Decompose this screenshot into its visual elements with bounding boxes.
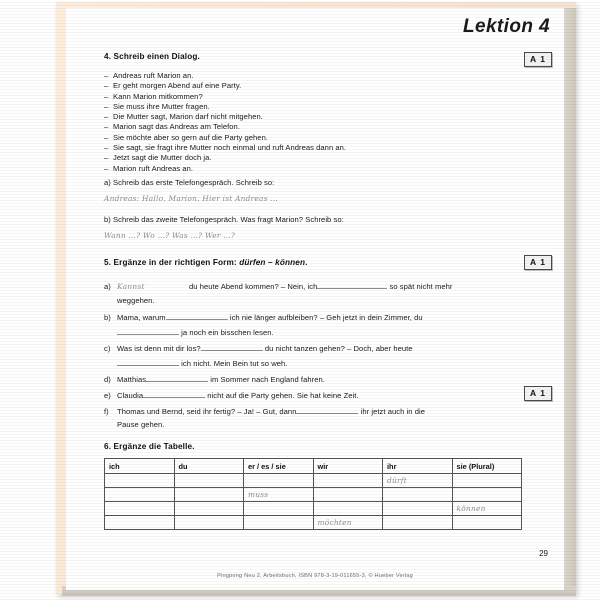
dialog-line-text: Marion sagt das Andreas am Telefon. (113, 122, 240, 132)
item-e-text-pre: Claudia (117, 391, 144, 400)
item-a-text-1: du heute Abend kommen? – Nein, ich (189, 282, 318, 291)
item-f-text-1: ihr jetzt auch in die (360, 407, 426, 416)
table-cell[interactable] (313, 474, 383, 488)
item-b-text-1: ich nie länger aufbleiben? – Geh jetzt in dein Zimmer, du (229, 313, 423, 322)
level-badge-a1-exercise5b: A 1 (524, 386, 552, 401)
item-b-text-pre: Mama, warum (117, 313, 166, 322)
conjugation-table (104, 458, 522, 530)
dialog-line-text: Marion ruft Andreas an. (113, 163, 194, 173)
table-cell-moechten[interactable]: möchten (313, 516, 383, 530)
answer-blank[interactable] (117, 357, 179, 366)
table-cell[interactable] (244, 502, 314, 516)
dialog-line-text: Andreas ruft Marion an. (113, 71, 194, 80)
item-label-f: f) (104, 407, 109, 416)
table-row (105, 488, 522, 502)
item-d-text-pre: Matthias (117, 375, 147, 384)
table-header-row (105, 459, 522, 474)
dialog-line-text: Er geht morgen Abend auf eine Party. (113, 81, 242, 91)
item-label-c: c) (104, 344, 111, 353)
dash-marker: – (104, 101, 109, 111)
table-cell[interactable] (174, 516, 244, 530)
item-label-d: d) (104, 375, 111, 384)
page-title: Lektion 4 (462, 16, 550, 37)
dialog-line (104, 71, 346, 81)
table-cell[interactable] (174, 488, 244, 502)
dash-marker: – (104, 163, 109, 173)
item-c-text-2: ich nicht. Mein Bein tut so weh. (181, 359, 288, 368)
table-row (105, 474, 522, 488)
column-header-sie-plural: sie (Plural) (452, 459, 522, 474)
exercise-5-item-f (104, 405, 425, 416)
item-label-a: a) (104, 282, 111, 291)
exercise-5-item-b-cont (104, 326, 274, 337)
level-badge-a1-exercise5: A 1 (524, 255, 552, 270)
table-cell[interactable] (244, 516, 314, 530)
page-sheet (66, 8, 564, 590)
handwritten-answer-kannst: Kannst (117, 282, 145, 291)
exercise-4a-handwritten-answer: Andreas: Hallo, Marion. Hier ist Andreas … (104, 194, 278, 203)
dialog-line-text: Sie möchte aber so gern auf die Party gehen. (113, 132, 269, 142)
answer-blank[interactable] (296, 405, 358, 414)
item-b-text-2: ja noch ein bisschen lesen. (181, 328, 274, 337)
table-cell[interactable] (452, 474, 522, 488)
exercise-5-title (104, 258, 308, 267)
answer-blank[interactable] (117, 326, 179, 335)
column-header-wir: wir (313, 459, 383, 474)
table-cell-duerft[interactable]: dürft (383, 474, 453, 488)
table-cell[interactable] (105, 502, 175, 516)
item-e-text-1: nicht auf die Party gehen. Sie hat keine Zeit. (207, 391, 359, 400)
dialog-line (104, 153, 346, 163)
dash-marker: – (104, 143, 109, 153)
item-label-b: b) (104, 313, 111, 322)
dialog-line-text: Die Mutter sagt, Marion darf nicht mitgehen. (113, 112, 263, 122)
dash-marker: – (104, 122, 109, 132)
table-cell[interactable] (452, 488, 522, 502)
dialog-line-text: Sie sagt, sie fragt ihre Mutter noch einmal und ruft Andreas dann an. (113, 143, 347, 153)
exercise-5-item-e (104, 389, 359, 400)
item-a-text-2: so spät nicht mehr (389, 282, 453, 291)
table-cell[interactable] (383, 516, 453, 530)
dash-marker: – (104, 132, 109, 142)
exercise-4b-prompt: b) Schreib das zweite Telefongespräch. Was fragt Marion? Schreib so: (104, 215, 344, 224)
table-cell[interactable] (174, 474, 244, 488)
item-c-text-pre: Was ist denn mit dir los? (117, 344, 201, 353)
exercise-5-item-d (104, 373, 325, 384)
answer-blank[interactable] (146, 373, 208, 382)
exercise-6-title: 6. Ergänze die Tabelle. (104, 442, 195, 451)
exercise-5-item-c (104, 342, 413, 353)
exercise-5-item-f-cont: Pause gehen. (117, 420, 165, 429)
level-badge-a1-exercise4: A 1 (524, 52, 552, 67)
item-f-text-pre: Thomas und Bernd, seid ihr fertig? – Ja! – Gut, dann (117, 407, 297, 416)
column-header-ich: ich (105, 459, 175, 474)
exercise-5-item-a-cont: weggehen. (117, 296, 155, 305)
dialog-line (104, 164, 346, 174)
dialog-line (104, 122, 346, 132)
table-cell[interactable] (383, 488, 453, 502)
table-cell[interactable] (174, 502, 244, 516)
dialog-line (104, 102, 346, 112)
exercise-5-item-c-cont (104, 357, 287, 368)
copyright-credit: Pingpong Neu 2, Arbeitsbuch, ISBN 978-3-19-011655-3, © Hueber Verlag (217, 573, 413, 579)
page-content (66, 8, 564, 590)
exercise-5-item-b (104, 311, 423, 322)
answer-blank[interactable] (317, 280, 387, 289)
table-cell-muss[interactable]: muss (244, 488, 314, 502)
exercise-4-dialog-list (104, 71, 346, 174)
dash-marker: – (104, 71, 109, 80)
table-row (105, 502, 522, 516)
exercise-4-title: 4. Schreib einen Dialog. (104, 52, 200, 61)
answer-blank[interactable] (143, 389, 205, 398)
table-cell[interactable] (244, 474, 314, 488)
table-cell-koennen[interactable]: können (452, 502, 522, 516)
item-d-text-1: im Sommer nach England fahren. (210, 375, 325, 384)
answer-blank[interactable] (166, 311, 228, 320)
exercise-5-title-verbs: dürfen – können (239, 258, 306, 267)
dialog-line (104, 143, 346, 153)
dash-marker: – (104, 81, 109, 91)
exercise-4b-handwritten-answer: Wann …? Wo …? Was …? Wer …? (104, 231, 236, 240)
exercise-5-title-plain: 5. Ergänze in der richtigen Form: (104, 258, 240, 267)
table-cell[interactable] (383, 502, 453, 516)
exercise-5-title-end: . (305, 258, 308, 267)
dialog-line-text: Kann Marion mitkommen? (113, 91, 203, 101)
exercise-4a-prompt: a) Schreib das erste Telefongespräch. Schreib so: (104, 178, 275, 187)
table-cell[interactable] (105, 516, 175, 530)
exercise-5-item-a (104, 280, 452, 291)
table-cell[interactable] (313, 502, 383, 516)
dash-marker: – (104, 91, 109, 101)
item-label-e: e) (104, 391, 111, 400)
dash-marker: – (104, 153, 109, 163)
table-cell[interactable] (105, 474, 175, 488)
dialog-line (104, 81, 346, 91)
table-cell[interactable] (105, 488, 175, 502)
table-cell[interactable] (452, 516, 522, 530)
table-cell[interactable] (313, 488, 383, 502)
item-c-text-1: du nicht tanzen gehen? – Doch, aber heute (264, 344, 413, 353)
column-header-du: du (174, 459, 244, 474)
page-number: 29 (539, 549, 548, 558)
dialog-line (104, 112, 346, 122)
dialog-line (104, 133, 346, 143)
dialog-line (104, 92, 346, 102)
table-row (105, 516, 522, 530)
column-header-ihr: ihr (383, 459, 453, 474)
dash-marker: – (104, 112, 109, 122)
dialog-line-text: Jetzt sagt die Mutter doch ja. (113, 153, 212, 163)
dialog-line-text: Sie muss ihre Mutter fragen. (113, 101, 210, 111)
answer-blank[interactable] (201, 342, 263, 351)
column-header-er-es-sie: er / es / sie (244, 459, 314, 474)
